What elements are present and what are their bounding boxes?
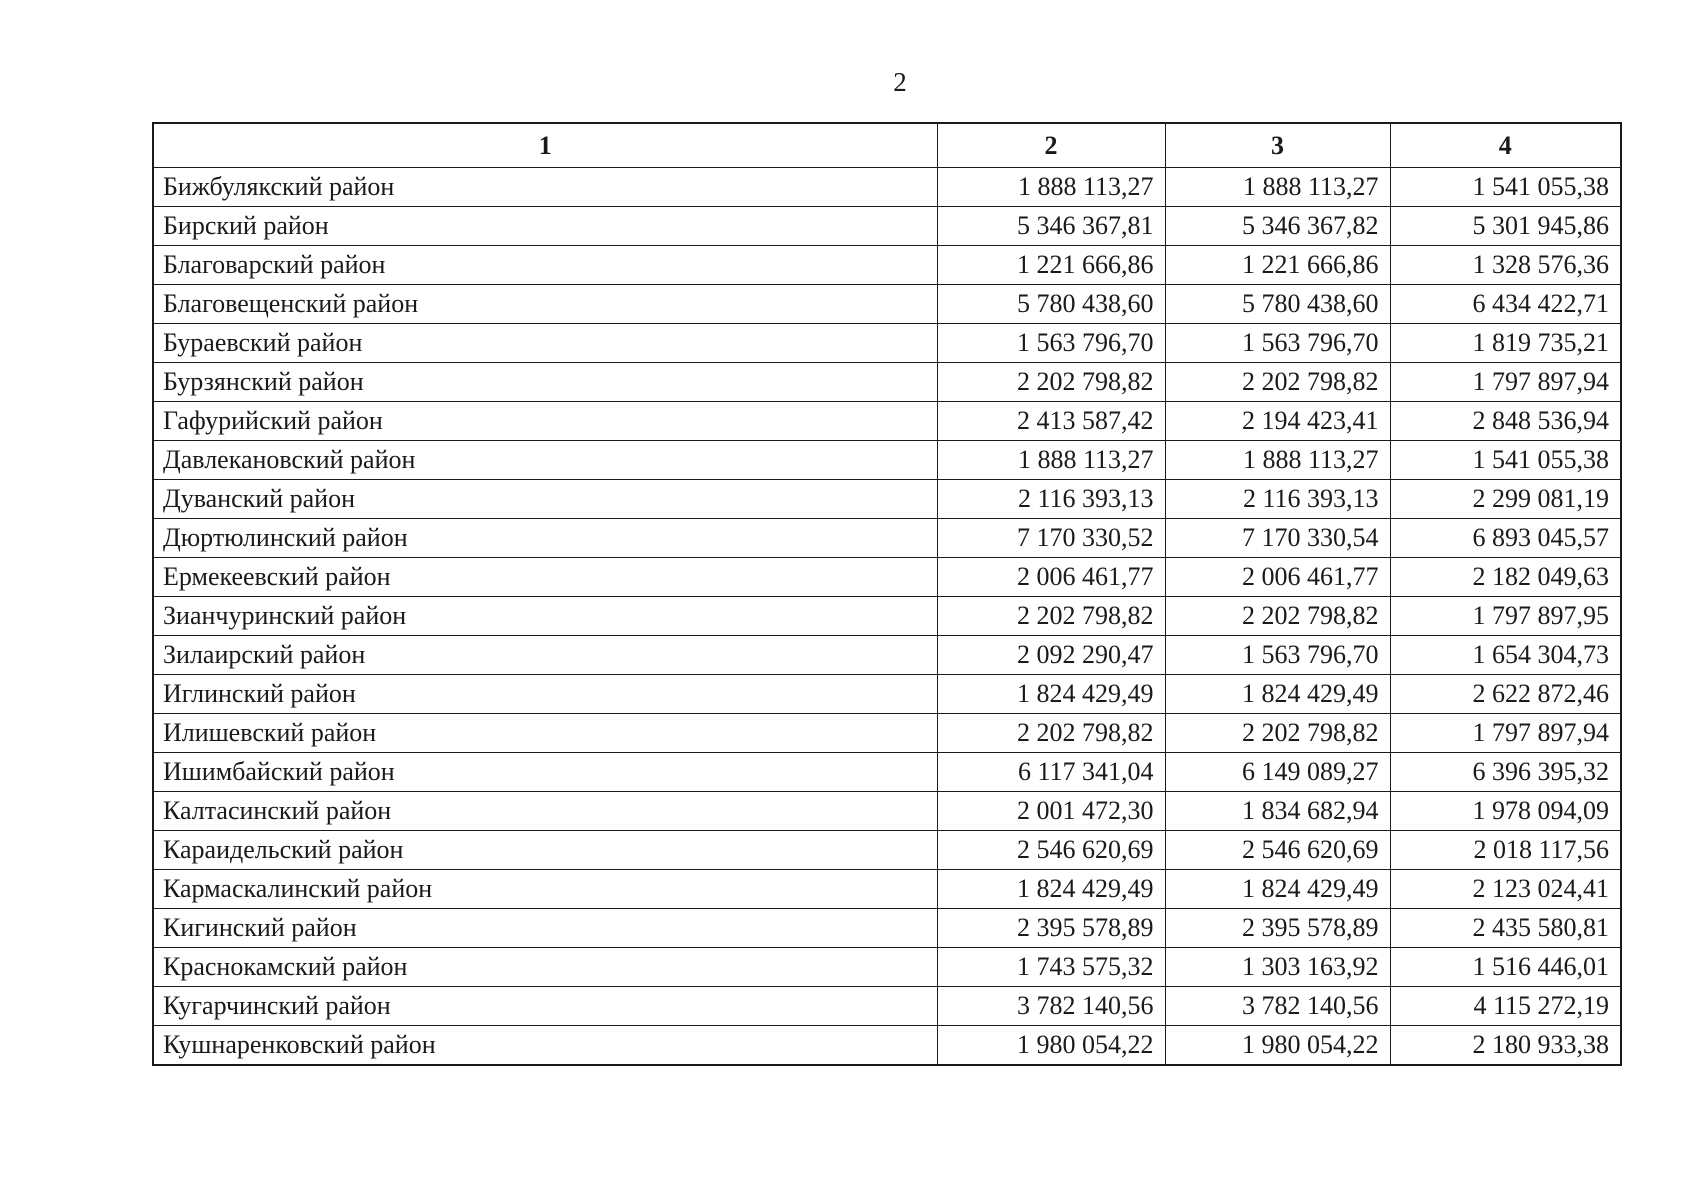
value-col4-cell: 1 654 304,73 (1390, 636, 1621, 675)
table-row (153, 246, 1621, 285)
table-row (153, 402, 1621, 441)
value-col2-cell: 2 202 798,82 (937, 714, 1165, 753)
district-name-cell: Ермекеевский район (153, 558, 937, 597)
value-col3-cell: 7 170 330,54 (1165, 519, 1390, 558)
value-col3-cell: 1 824 429,49 (1165, 870, 1390, 909)
table-row (153, 675, 1621, 714)
value-col4-cell: 2 180 933,38 (1390, 1026, 1621, 1066)
district-name-cell: Илишевский район (153, 714, 937, 753)
table-row (153, 168, 1621, 207)
column-header-2: 2 (937, 123, 1165, 168)
value-col3-cell: 1 888 113,27 (1165, 441, 1390, 480)
district-name-cell: Благовещенский район (153, 285, 937, 324)
value-col3-cell: 1 834 682,94 (1165, 792, 1390, 831)
value-col2-cell: 1 888 113,27 (937, 441, 1165, 480)
table-row (153, 792, 1621, 831)
table-row (153, 831, 1621, 870)
district-name-cell: Зилаирский район (153, 636, 937, 675)
value-col2-cell: 6 117 341,04 (937, 753, 1165, 792)
table-row (153, 363, 1621, 402)
district-name-cell: Кигинский район (153, 909, 937, 948)
district-name-cell: Бирский район (153, 207, 937, 246)
value-col4-cell: 1 328 576,36 (1390, 246, 1621, 285)
table-row (153, 987, 1621, 1026)
value-col2-cell: 2 116 393,13 (937, 480, 1165, 519)
table-row (153, 948, 1621, 987)
value-col3-cell: 2 202 798,82 (1165, 363, 1390, 402)
table-header (153, 123, 1621, 168)
value-col3-cell: 1 303 163,92 (1165, 948, 1390, 987)
district-name-cell: Дюртюлинский район (153, 519, 937, 558)
table-row (153, 636, 1621, 675)
district-name-cell: Караидельский район (153, 831, 937, 870)
table-row (153, 285, 1621, 324)
value-col2-cell: 1 824 429,49 (937, 870, 1165, 909)
district-name-cell: Кармаскалинский район (153, 870, 937, 909)
value-col3-cell: 1 824 429,49 (1165, 675, 1390, 714)
value-col3-cell: 2 006 461,77 (1165, 558, 1390, 597)
value-col2-cell: 2 092 290,47 (937, 636, 1165, 675)
value-col4-cell: 1 516 446,01 (1390, 948, 1621, 987)
value-col3-cell: 2 202 798,82 (1165, 714, 1390, 753)
value-col3-cell: 2 546 620,69 (1165, 831, 1390, 870)
value-col2-cell: 1 824 429,49 (937, 675, 1165, 714)
value-col4-cell: 6 396 395,32 (1390, 753, 1621, 792)
value-col3-cell: 2 116 393,13 (1165, 480, 1390, 519)
value-col2-cell: 2 006 461,77 (937, 558, 1165, 597)
value-col4-cell: 1 978 094,09 (1390, 792, 1621, 831)
data-table (152, 122, 1622, 1066)
page-number: 2 (893, 67, 907, 97)
district-name-cell: Иглинский район (153, 675, 937, 714)
table-row (153, 870, 1621, 909)
value-col2-cell: 2 202 798,82 (937, 363, 1165, 402)
table-row (153, 714, 1621, 753)
value-col4-cell: 2 435 580,81 (1390, 909, 1621, 948)
table-row (153, 753, 1621, 792)
value-col4-cell: 6 893 045,57 (1390, 519, 1621, 558)
table-row (153, 1026, 1621, 1066)
value-col3-cell: 3 782 140,56 (1165, 987, 1390, 1026)
value-col4-cell: 2 622 872,46 (1390, 675, 1621, 714)
district-name-cell: Калтасинский район (153, 792, 937, 831)
value-col4-cell: 1 797 897,95 (1390, 597, 1621, 636)
column-header-3: 3 (1165, 123, 1390, 168)
district-name-cell: Зианчуринский район (153, 597, 937, 636)
value-col2-cell: 2 395 578,89 (937, 909, 1165, 948)
value-col4-cell: 4 115 272,19 (1390, 987, 1621, 1026)
value-col2-cell: 1 980 054,22 (937, 1026, 1165, 1066)
header-row (153, 123, 1621, 168)
value-col3-cell: 1 221 666,86 (1165, 246, 1390, 285)
district-name-cell: Дуванский район (153, 480, 937, 519)
table-row (153, 597, 1621, 636)
district-name-cell: Краснокамский район (153, 948, 937, 987)
value-col4-cell: 1 797 897,94 (1390, 363, 1621, 402)
value-col3-cell: 1 980 054,22 (1165, 1026, 1390, 1066)
value-col4-cell: 2 848 536,94 (1390, 402, 1621, 441)
value-col3-cell: 5 346 367,82 (1165, 207, 1390, 246)
table-row (153, 324, 1621, 363)
value-col2-cell: 1 563 796,70 (937, 324, 1165, 363)
value-col3-cell: 1 888 113,27 (1165, 168, 1390, 207)
value-col2-cell: 2 202 798,82 (937, 597, 1165, 636)
value-col3-cell: 2 194 423,41 (1165, 402, 1390, 441)
value-col4-cell: 6 434 422,71 (1390, 285, 1621, 324)
district-name-cell: Бижбулякский район (153, 168, 937, 207)
value-col4-cell: 1 541 055,38 (1390, 168, 1621, 207)
value-col4-cell: 2 123 024,41 (1390, 870, 1621, 909)
value-col4-cell: 1 797 897,94 (1390, 714, 1621, 753)
district-name-cell: Бурзянский район (153, 363, 937, 402)
district-name-cell: Кугарчинский район (153, 987, 937, 1026)
value-col4-cell: 2 182 049,63 (1390, 558, 1621, 597)
table-row (153, 480, 1621, 519)
table-body (153, 168, 1621, 1066)
value-col3-cell: 1 563 796,70 (1165, 636, 1390, 675)
table-row (153, 909, 1621, 948)
value-col3-cell: 5 780 438,60 (1165, 285, 1390, 324)
value-col2-cell: 7 170 330,52 (937, 519, 1165, 558)
value-col2-cell: 1 221 666,86 (937, 246, 1165, 285)
value-col2-cell: 3 782 140,56 (937, 987, 1165, 1026)
value-col2-cell: 2 546 620,69 (937, 831, 1165, 870)
value-col4-cell: 1 819 735,21 (1390, 324, 1621, 363)
district-name-cell: Благоварский район (153, 246, 937, 285)
value-col3-cell: 2 202 798,82 (1165, 597, 1390, 636)
value-col2-cell: 1 888 113,27 (937, 168, 1165, 207)
table-row (153, 519, 1621, 558)
value-col4-cell: 5 301 945,86 (1390, 207, 1621, 246)
value-col2-cell: 2 413 587,42 (937, 402, 1165, 441)
district-name-cell: Давлекановский район (153, 441, 937, 480)
value-col3-cell: 6 149 089,27 (1165, 753, 1390, 792)
value-col4-cell: 2 299 081,19 (1390, 480, 1621, 519)
table-row (153, 441, 1621, 480)
value-col2-cell: 5 780 438,60 (937, 285, 1165, 324)
table-row (153, 207, 1621, 246)
district-name-cell: Бураевский район (153, 324, 937, 363)
value-col3-cell: 1 563 796,70 (1165, 324, 1390, 363)
column-header-1: 1 (153, 123, 937, 168)
district-name-cell: Ишимбайский район (153, 753, 937, 792)
value-col2-cell: 2 001 472,30 (937, 792, 1165, 831)
column-header-4: 4 (1390, 123, 1621, 168)
value-col4-cell: 2 018 117,56 (1390, 831, 1621, 870)
district-name-cell: Гафурийский район (153, 402, 937, 441)
district-name-cell: Кушнаренковский район (153, 1026, 937, 1066)
value-col4-cell: 1 541 055,38 (1390, 441, 1621, 480)
value-col3-cell: 2 395 578,89 (1165, 909, 1390, 948)
value-col2-cell: 1 743 575,32 (937, 948, 1165, 987)
value-col2-cell: 5 346 367,81 (937, 207, 1165, 246)
table-row (153, 558, 1621, 597)
